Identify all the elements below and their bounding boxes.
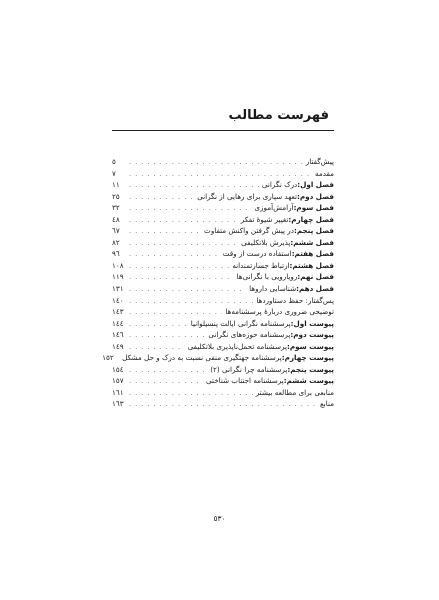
toc-entry-title — [254, 202, 334, 214]
toc-entry-label: فصل پنجم: — [293, 226, 334, 236]
dot-leader — [129, 203, 251, 215]
toc-entry — [112, 202, 334, 214]
toc-entry-title — [206, 375, 334, 387]
toc-entry-title — [241, 214, 334, 226]
toc-entry-page-number: ١٦٣ — [112, 399, 124, 409]
dot-leader — [129, 365, 207, 377]
toc-entry-title — [225, 306, 334, 318]
toc-entry-label: فصل دهم: — [296, 284, 334, 294]
page-number: ٥٣٠ — [213, 514, 226, 523]
toc-entry-text: پرسشنامه اجتناب شناختی — [206, 376, 284, 386]
toc-entry-label: فصل اول: — [297, 180, 334, 190]
toc-entry-page-number: ١٥٤ — [112, 364, 124, 374]
toc-entry-text: پرسشنامه چرا نگرانی (٢) — [210, 364, 288, 374]
toc-entry-title — [262, 179, 334, 191]
toc-entry-title — [315, 168, 334, 180]
toc-entry-page-number: ٢٥ — [112, 191, 120, 201]
dot-leader — [129, 376, 203, 388]
toc-entry — [112, 398, 334, 410]
toc-entry-label: پیوست اول: — [290, 318, 334, 328]
toc-entry — [112, 283, 334, 295]
dot-leader — [129, 226, 201, 238]
toc-entry-label: فصل نهم: — [297, 272, 334, 282]
dot-leader — [129, 261, 229, 273]
dot-leader — [129, 272, 234, 284]
toc-entry-title — [249, 283, 334, 295]
toc-entry-label: فصل دوم: — [296, 191, 334, 201]
toc-entry-page-number: ١١ — [112, 180, 120, 190]
toc-entry-text: درک نگرانی — [261, 180, 298, 190]
toc-entry-page-number: ١٤٣ — [112, 307, 124, 317]
toc-entry-text: استفاده درست از وقت — [222, 249, 292, 259]
toc-entry-page-number: ١١٩ — [112, 272, 124, 282]
toc-entry — [112, 306, 334, 318]
toc-entry-page-number: ١٣١ — [112, 284, 124, 294]
toc-entry — [112, 248, 334, 260]
toc-entry — [112, 364, 334, 376]
toc-entry-title — [208, 329, 334, 341]
toc-entry-label: فصل هشتم: — [289, 260, 334, 270]
toc-entry-text: رویارویی با نگرانی‌ها — [236, 272, 298, 282]
toc-entry — [102, 352, 334, 364]
toc-entry — [112, 156, 334, 168]
toc-entry-text: منابعی برای مطالعه بیشتر — [255, 387, 334, 397]
toc-entry-page-number: ٤٨ — [112, 214, 120, 224]
toc-entry-text: شناسایی دارو‌ها — [249, 284, 297, 294]
dot-leader — [129, 157, 303, 169]
toc-entry-page-number: ١٥٧ — [112, 376, 124, 386]
toc-entry — [112, 329, 334, 341]
toc-entry-label: پیوست دوم: — [290, 330, 334, 340]
toc-entry-text: پذیرش بلاتکلیفی — [241, 237, 291, 247]
toc-entry-label: فصل هفتم: — [291, 249, 334, 259]
toc-entry-text: پرسشنامه تحمل‌ناپذیری بلاتکلیفی — [187, 341, 287, 351]
page-title: فهرست مطالب — [228, 108, 329, 123]
toc-entry-title — [256, 295, 334, 307]
toc-entry-text: پیش‌گفتار — [305, 157, 334, 166]
toc-entry-page-number: ١٤٤ — [112, 318, 124, 328]
toc-entry-title — [306, 156, 334, 168]
toc-entry-title — [210, 364, 334, 376]
toc-entry-page-number: ١٤٠ — [112, 295, 124, 305]
toc-entry-page-number: ٧ — [112, 168, 116, 178]
toc-entry-title — [197, 191, 334, 203]
toc-entry-page-number: ١٤٩ — [112, 341, 124, 351]
toc-entry-text: آرامش‌آموزی — [254, 203, 294, 213]
toc-entry-title — [256, 387, 334, 399]
dot-leader — [129, 249, 220, 261]
toc-entry-text: توضیحی ضروری دربارهٔ پرسشنامه‌ها — [225, 307, 334, 317]
toc-entry-text: مقدمه — [315, 168, 334, 178]
toc-entry-page-number: ٥ — [112, 157, 116, 166]
dot-leader — [129, 388, 253, 400]
toc-entry — [112, 225, 334, 237]
dot-leader — [129, 192, 194, 204]
toc-entry-title — [320, 398, 334, 410]
toc-entry-title — [232, 260, 334, 272]
toc-entry-page-number: ١٤٦ — [112, 330, 124, 340]
toc-entry-text: پس‌گفتار: حفظ دستاوردها — [256, 295, 334, 305]
toc-entry-title — [237, 271, 334, 283]
toc-entry — [112, 237, 334, 249]
toc-entry — [112, 260, 334, 272]
toc-entry-label: پیوست ششم: — [283, 376, 334, 386]
toc-entry — [112, 295, 334, 307]
toc-entry — [112, 387, 334, 399]
toc-entry-title — [223, 248, 334, 260]
toc-entry-label: پیوست پنجم: — [287, 364, 334, 374]
toc-entry — [112, 214, 334, 226]
toc-entry-page-number: ١٦١ — [112, 387, 124, 397]
toc-entry-page-number: ٣٢ — [112, 203, 120, 213]
toc-entry-label: فصل چهارم: — [288, 214, 334, 224]
dot-leader — [129, 319, 188, 331]
dot-leader — [129, 284, 246, 296]
dot-leader — [129, 399, 317, 411]
toc-entry — [112, 375, 334, 387]
toc-entry — [112, 191, 334, 203]
toc-entry-label: فصل سوم: — [293, 203, 334, 213]
toc-entry-page-number: ٩٦ — [112, 249, 120, 259]
toc-entry — [112, 318, 334, 330]
toc-entry-title — [188, 341, 334, 353]
toc-entry-label: فصل ششم: — [290, 237, 334, 247]
toc-entry — [112, 341, 334, 353]
toc-entry-text: در پیش گرفتن واکنش متفاوت — [204, 226, 294, 236]
toc-entry-page-number: ١٥٢ — [102, 353, 114, 363]
toc-entry-title — [241, 237, 334, 249]
toc-entry-label: پیوست سوم: — [286, 341, 334, 351]
toc-entry-text: پرسشنامه نگرانی ایالت پنسیلوانیا — [190, 318, 291, 328]
toc-entry-text: تغییر شیوهٔ تفکر — [240, 214, 289, 224]
toc-entry-text: ارتباط جسارتمندانه — [232, 260, 290, 270]
toc-entry-page-number: ٨٢ — [112, 237, 120, 247]
title-rule — [112, 130, 334, 131]
toc-entry-title — [191, 318, 334, 330]
toc-entry-title — [122, 352, 334, 364]
toc-entry-title — [204, 225, 334, 237]
toc-entry-text: پرسشنامه جهتگیری منفی نسبت به درک و حل مشکل — [122, 353, 282, 363]
toc-entry-text: تعهد سپاری برای رهایی از نگرانی — [197, 191, 297, 201]
toc-entry — [112, 179, 334, 191]
toc-entry-label: پیوست چهارم: — [281, 353, 334, 363]
table-of-contents — [102, 156, 334, 410]
toc-entry-text: پرسشنامه حوزه‌های نگرانی — [208, 330, 291, 340]
toc-entry — [112, 168, 334, 180]
toc-entry-text: منابع — [319, 399, 334, 409]
toc-entry-page-number: ١٠٨ — [112, 260, 124, 270]
toc-entry — [112, 271, 334, 283]
toc-entry-page-number: ٦٧ — [112, 226, 120, 236]
